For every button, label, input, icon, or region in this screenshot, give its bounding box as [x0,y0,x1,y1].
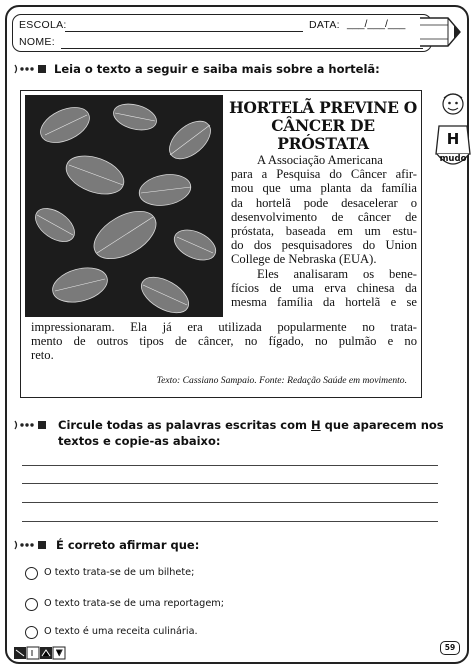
pencil-icon [418,12,462,52]
answer-line[interactable] [22,521,438,522]
answer-line[interactable] [22,483,438,484]
article-line: mesma família da hortelã e se [231,294,417,309]
school-field[interactable] [65,31,303,32]
page-number: 59 [440,641,460,655]
school-label: ESCOLA: [19,19,67,31]
article-line: College de Nebraska (EUA). [231,252,377,267]
badge-caption: mudo [439,154,467,164]
answer-line[interactable] [22,465,438,466]
correct-instruction: É correto afirmar que: [56,538,200,552]
article-headline [227,99,419,153]
date-field[interactable]: ___/___/___ [347,18,406,30]
article-line: impressionaram. Ela já era utilizada popularmente no trata- [31,320,417,334]
name-label: NOME: [19,36,55,48]
article-line: desenvolvimento de câncer de [231,209,417,224]
article-line: mento de outros tipos de câncer, no fígado, no pulmão e no [31,334,417,349]
article-body-wide [31,320,417,363]
smiley-face-icon [443,94,463,114]
article-line: A Associação Americana [257,153,383,167]
article-line: da hortelã pode desacelerar o [231,195,417,210]
article-line: Eles analisaram os bene- [257,266,417,281]
mint-leaves-photo [25,95,223,317]
headline-line-1: HORTELÃ PREVINE O [229,98,417,117]
name-field[interactable] [61,48,423,49]
date-label: DATA: [309,19,340,31]
read-instruction: Leia o texto a seguir e saiba mais sobre a hortelã: [54,62,380,76]
article-line: fícios de uma erva chinesa da [231,280,417,295]
option-label: O texto é uma receita culinária. [44,626,198,637]
publisher-logo-icon [14,646,66,660]
badge-letter: H [446,130,460,148]
mint-leaves-image [25,95,223,317]
option-circle[interactable] [25,626,38,639]
article-line: do dos pesquisadores do Union [231,238,417,253]
option-circle[interactable] [25,567,38,580]
instruction-bullet-icon [14,63,48,75]
h-mudo-badge [432,90,474,190]
option-circle[interactable] [25,598,38,611]
circle-instruction-line-1 [58,418,444,432]
headline-line-2: CÂNCER DE PRÓSTATA [271,116,375,153]
circle-instruction-line-2: textos e copie-as abaixo: [58,434,221,448]
article-line: reto. [31,348,54,363]
instruction-bullet-icon [14,419,48,431]
article-line: próstata, baseada em um estu- [231,223,417,238]
option-label: O texto trata-se de uma reportagem; [44,598,224,609]
article-line: para a Pesquisa do Câncer afir- [231,167,417,182]
article-credit: Texto: Cassiano Sampaio. Fonte: Redação Saúde em movimento. [156,375,407,386]
circle-instruction-text: Circule todas as palavras escritas com [58,418,312,432]
article-line: mou que uma planta da família [231,181,417,196]
student-info-header [12,14,432,52]
instruction-bullet-icon [14,539,48,551]
circle-instruction-text: que aparecem nos [320,418,444,432]
circle-instruction-letter: H [311,418,321,432]
article-body-narrow [231,153,417,309]
article-box [20,90,422,398]
answer-line[interactable] [22,502,438,503]
option-label: O texto trata-se de um bilhete; [44,567,195,578]
